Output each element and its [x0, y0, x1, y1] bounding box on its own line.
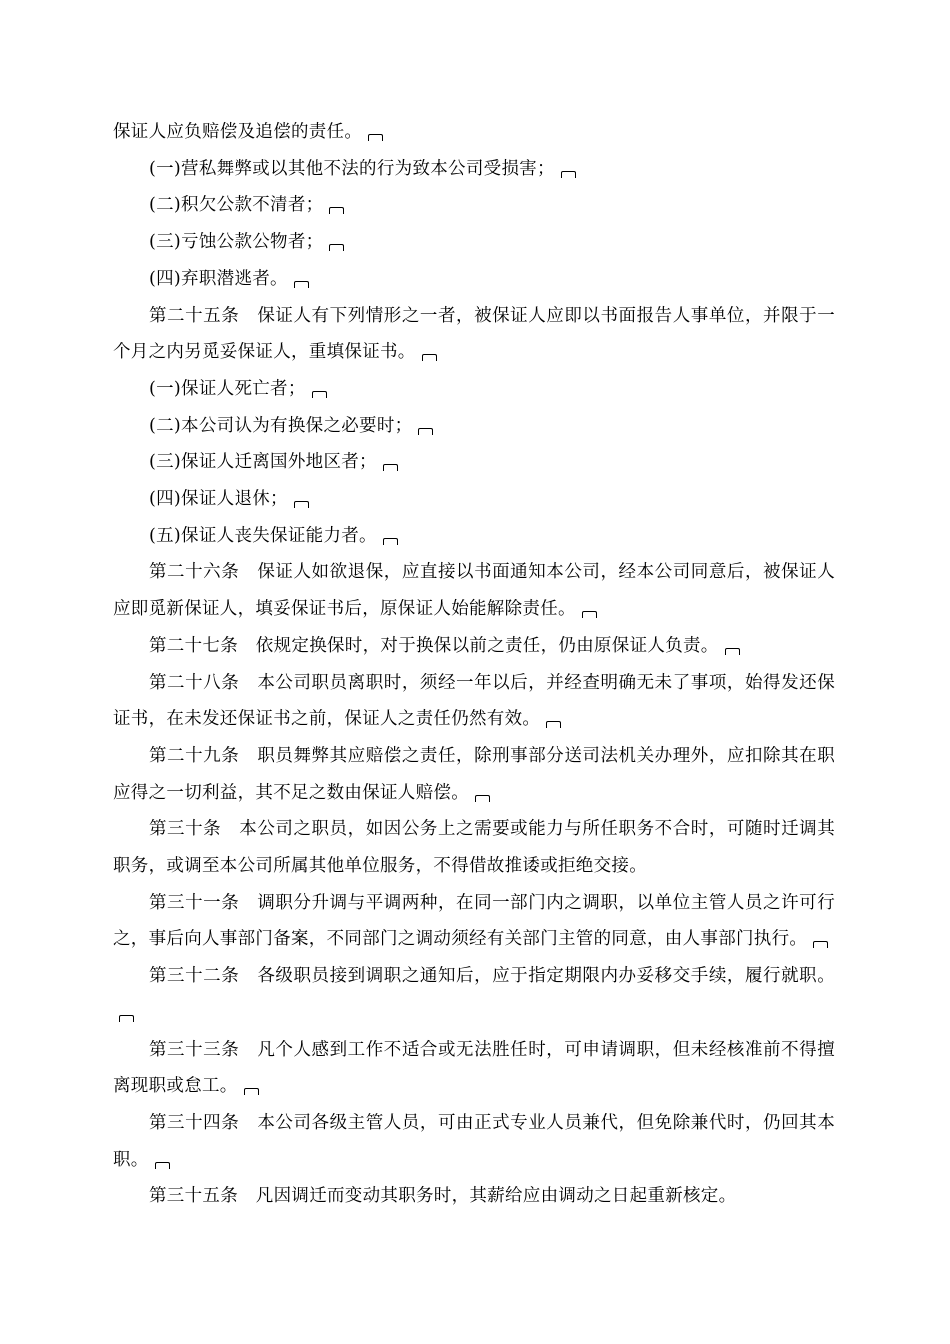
paragraph: [113, 224, 835, 261]
paragraph-text: 第三十一条 调职分升调与平调两种，在同一部门内之调职，以单位主管人员之许可行之，事后向人事部门备案，不同部门之调动须经有关部门主管的同意，由人事部门执行。: [113, 892, 835, 950]
paragraph-text: (五)保证人丧失保证能力者。: [149, 525, 377, 546]
paragraph-mark-icon: [368, 134, 383, 141]
paragraph-text: (三)保证人迁离国外地区者；: [149, 452, 377, 473]
paragraph: [113, 371, 835, 408]
paragraph-mark-icon: [813, 941, 828, 948]
paragraph-text: 保证人应负赔偿及追偿的责任。: [113, 122, 363, 142]
paragraph-mark-icon: [294, 501, 309, 508]
paragraph-text: (一)营私舞弊或以其他不法的行为致本公司受损害；: [149, 158, 555, 179]
paragraph: [113, 738, 835, 811]
paragraph-mark-icon: [561, 171, 576, 178]
paragraph-text: (二)本公司认为有换保之必要时；: [149, 415, 413, 436]
paragraph-mark-icon: [422, 354, 437, 361]
paragraph-mark-icon: [312, 391, 327, 398]
paragraph: [113, 1178, 835, 1215]
paragraph-text: 第二十九条 职员舞弊其应赔偿之责任，除刑事部分送司法机关办理外，应扣除其在职应得之一切利益，其不足之数由保证人赔偿。: [113, 745, 835, 803]
paragraph: [113, 665, 835, 738]
paragraph-mark-icon: [383, 464, 398, 471]
paragraph: [113, 298, 835, 371]
paragraph-mark-icon: [244, 1088, 259, 1095]
paragraph: [113, 885, 835, 958]
paragraph: [113, 958, 835, 1031]
paragraph: [113, 811, 835, 884]
paragraph-mark-icon: [329, 244, 344, 251]
paragraph: [113, 554, 835, 627]
paragraph: [113, 1032, 835, 1105]
paragraph: [113, 518, 835, 555]
paragraph-text: (四)保证人退休；: [149, 489, 288, 510]
paragraph: [113, 261, 835, 298]
paragraph-text: 第二十五条 保证人有下列情形之一者，被保证人应即以书面报告人事单位，并限于一个月之内另觅妥保证人，重填保证书。: [113, 305, 835, 363]
paragraph-mark-icon: [119, 1015, 134, 1022]
paragraph: [113, 481, 835, 518]
paragraph-text: (二)积欠公款不清者；: [149, 195, 324, 216]
paragraph-text: 第二十六条 保证人如欲退保，应直接以书面通知本公司，经本公司同意后，被保证人应即觅新保证人，填妥保证书后，原保证人始能解除责任。: [113, 562, 835, 620]
paragraph-mark-icon: [418, 428, 433, 435]
paragraph: [113, 114, 835, 151]
document-body: [113, 114, 835, 1215]
paragraph: [113, 628, 835, 665]
paragraph-mark-icon: [546, 721, 561, 728]
paragraph-text: 第三十条 本公司之职员，如因公务上之需要或能力与所任职务不合时，可随时迁调其职务，或调至本公司所属其他单位服务，不得借故推诿或拒绝交接。: [113, 819, 835, 877]
paragraph-text: 第三十四条 本公司各级主管人员，可由正式专业人员兼代，但免除兼代时，仍回其本职。: [113, 1112, 835, 1170]
paragraph-mark-icon: [294, 281, 309, 288]
paragraph: [113, 187, 835, 224]
paragraph: [113, 444, 835, 481]
paragraph-mark-icon: [383, 538, 398, 545]
paragraph-mark-icon: [582, 611, 597, 618]
paragraph-text: (四)弃职潜逃者。: [149, 268, 288, 289]
paragraph-text: 第三十三条 凡个人感到工作不适合或无法胜任时，可申请调职，但未经核准前不得擅离现职或怠工。: [113, 1039, 835, 1097]
paragraph-text: (一)保证人死亡者；: [149, 378, 306, 399]
paragraph: [113, 1105, 835, 1178]
paragraph-text: 第三十五条 凡因调迁而变动其职务时，其薪给应由调动之日起重新核定。: [149, 1186, 737, 1207]
paragraph: [113, 151, 835, 188]
paragraph-mark-icon: [329, 207, 344, 214]
paragraph-text: 第三十二条 各级职员接到调职之通知后，应于指定期限内办妥移交手续，履行就职。: [149, 966, 835, 987]
paragraph-mark-icon: [725, 648, 740, 655]
paragraph-text: 第二十八条 本公司职员离职时，须经一年以后，并经查明确无未了事项，始得发还保证书，在未发还保证书之前，保证人之责任仍然有效。: [113, 672, 835, 730]
paragraph-mark-icon: [475, 795, 490, 802]
paragraph-mark-icon: [155, 1162, 170, 1169]
paragraph: [113, 408, 835, 445]
paragraph-text: (三)亏蚀公款公物者；: [149, 232, 324, 253]
paragraph-text: 第二十七条 依规定换保时，对于换保以前之责任，仍由原保证人负责。: [149, 635, 719, 656]
